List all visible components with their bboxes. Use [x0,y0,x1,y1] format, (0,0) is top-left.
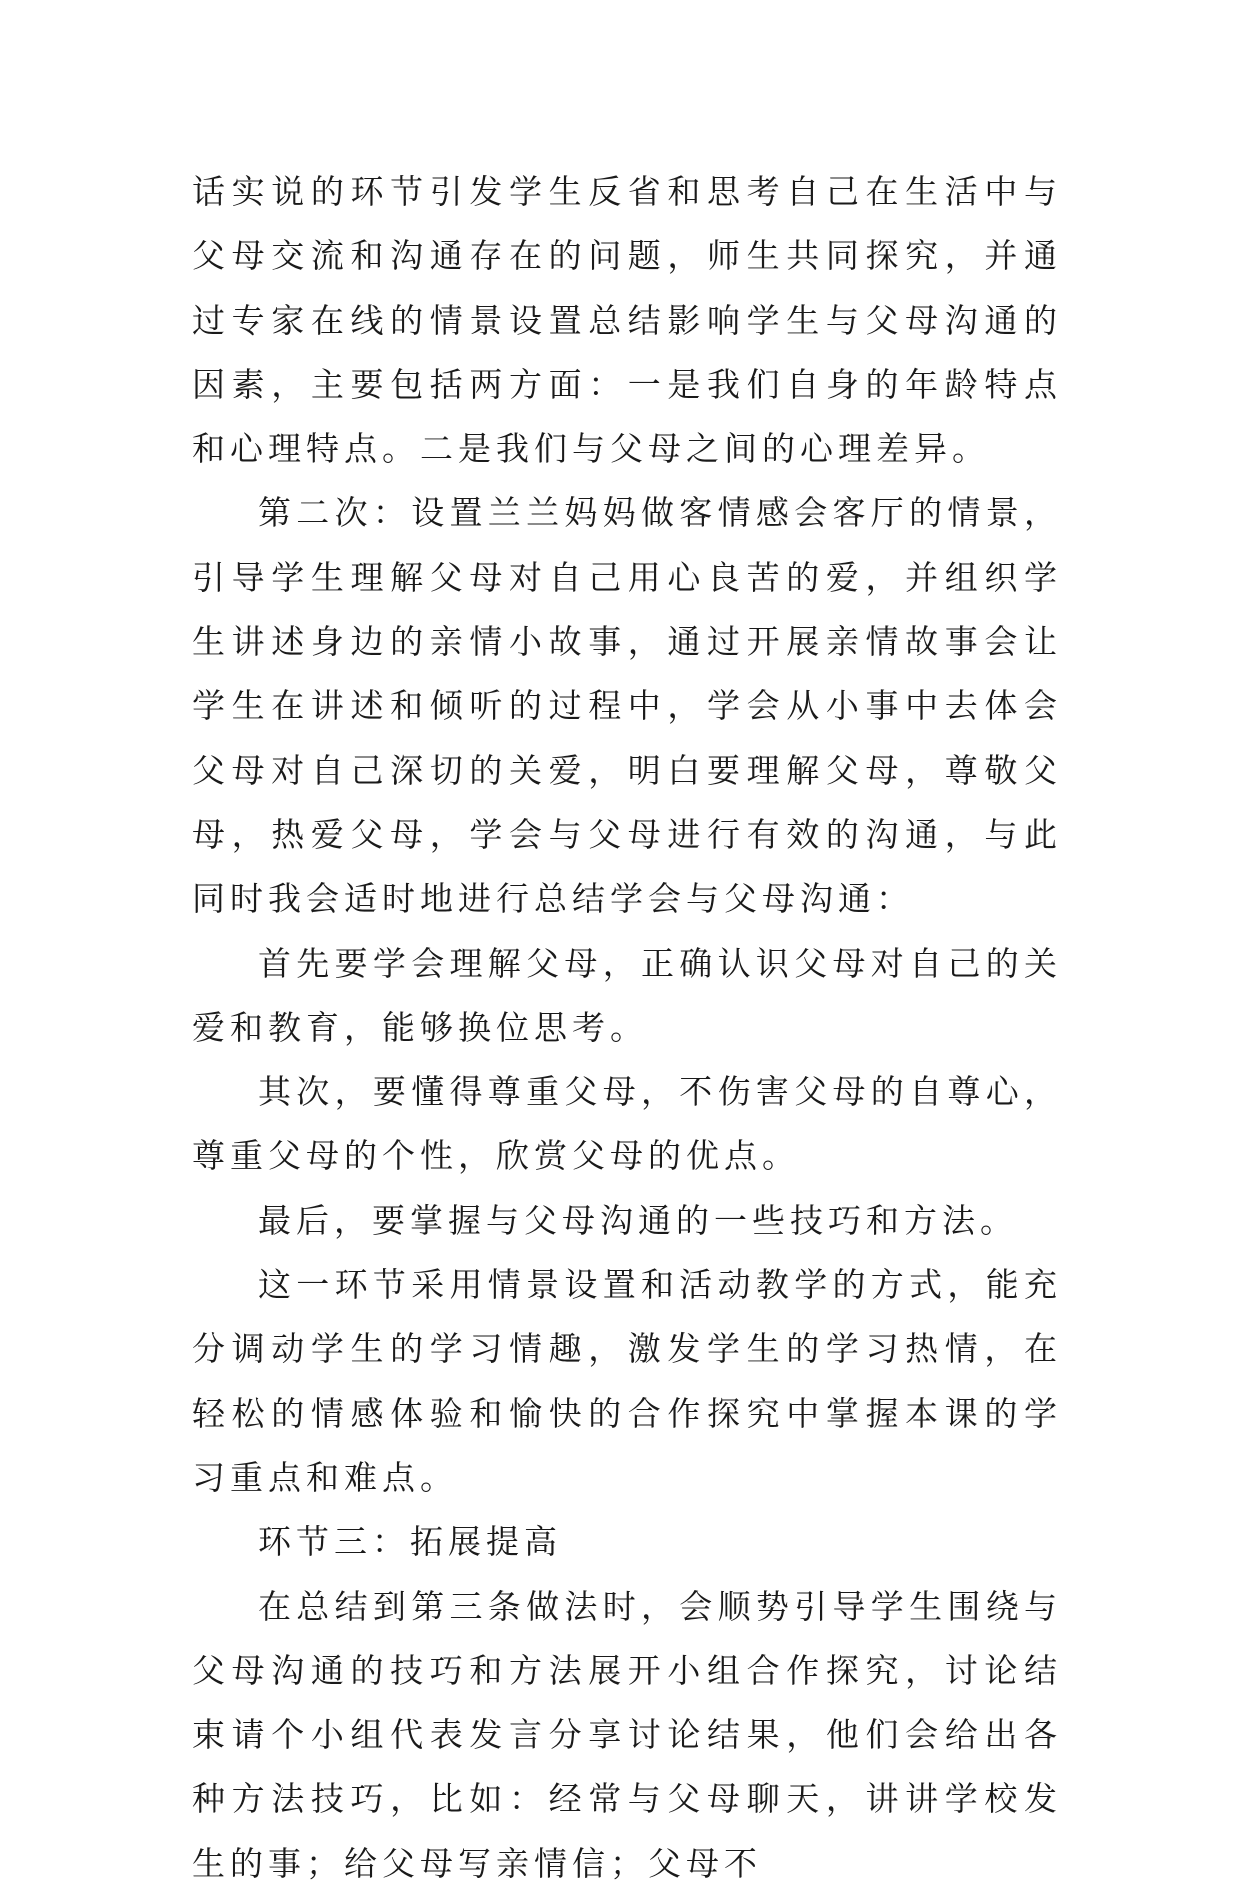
paragraph-7: 在总结到第三条做法时，会顺势引导学生围绕与父母沟通的技巧和方法展开小组合作探究，讨论结束请个小组代表发言分享讨论结果，他们会给出各种方法技巧，比如：经常与父母聊天，讲讲学校发生的事；给父母写亲情信；父母不 [192,1586,1062,1883]
paragraph-6: 这一环节采用情景设置和活动教学的方式，能充分调动学生的学习情趣，激发学生的学习热情，在轻松的情感体验和愉快的合作探究中掌握本课的学习重点和难点。 [192,1265,1062,1497]
paragraph-2: 第二次：设置兰兰妈妈做客情感会客厅的情景，引导学生理解父母对自己用心良苦的爱，并组织学生讲述身边的亲情小故事，通过开展亲情故事会让学生在讲述和倾听的过程中，学会从小事中去体会父母对自己深切的关爱，明白要理解父母，尊敬父母，热爱父母，学会与父母进行有效的沟通，与此同时我会适时地进行总结学会与父母沟通： [192,493,1062,919]
paragraph-1: 话实说的环节引发学生反省和思考自己在生活中与父母交流和沟通存在的问题，师生共同探究，并通过专家在线的情景设置总结影响学生与父母沟通的因素，主要包括两方面：一是我们自身的年龄特点和心理特点。二是我们与父母之间的心理差异。 [192,172,1062,469]
document-body [192,160,1062,1896]
paragraph-3: 首先要学会理解父母，正确认识父母对自己的关爱和教育，能够换位思考。 [192,943,1062,1047]
paragraph-5: 最后，要掌握与父母沟通的一些技巧和方法。 [258,1200,1018,1240]
section-heading: 环节三：拓展提高 [258,1522,562,1562]
paragraph-4: 其次，要懂得尊重父母，不伤害父母的自尊心，尊重父母的个性，欣赏父母的优点。 [192,1072,1062,1176]
